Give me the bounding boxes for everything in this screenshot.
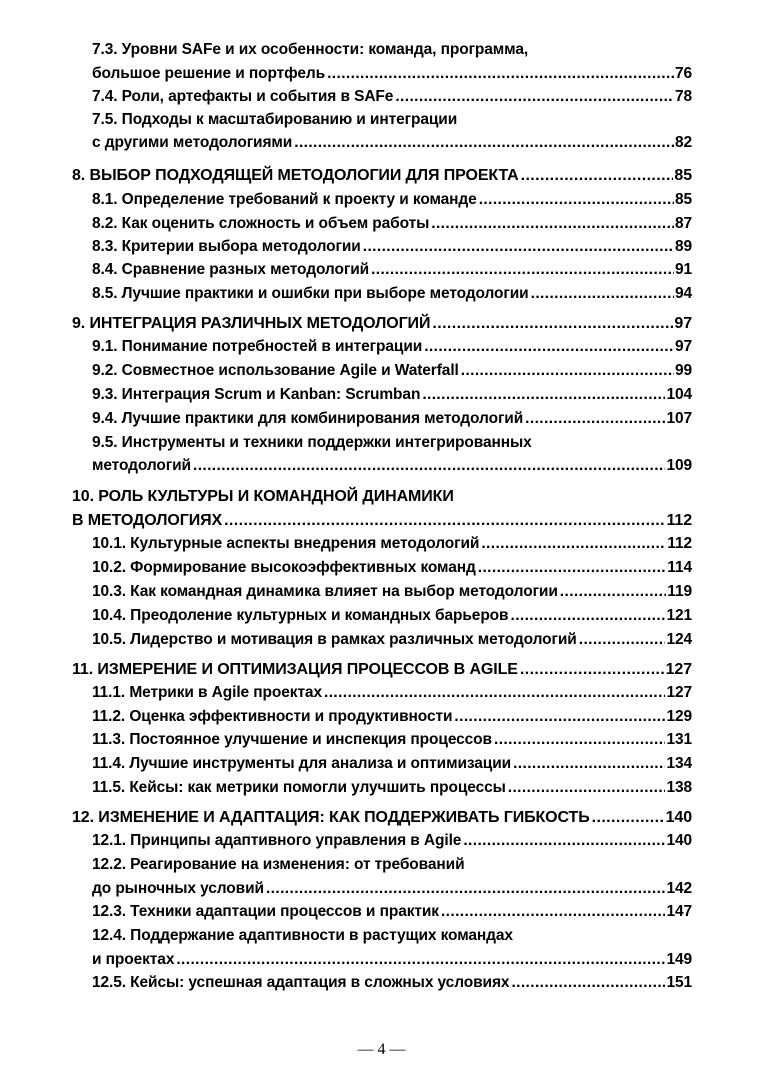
toc-page-number: 131 bbox=[666, 731, 692, 748]
page-number: — 4 — bbox=[357, 1041, 406, 1058]
toc-page-number: 127 bbox=[665, 661, 692, 678]
toc-section bbox=[72, 808, 692, 828]
toc-entry bbox=[92, 558, 692, 578]
toc-page-number: 104 bbox=[666, 386, 692, 403]
toc-entry-title: В МЕТОДОЛОГИЯХ bbox=[72, 512, 223, 529]
toc-page-number: 107 bbox=[666, 410, 692, 427]
dot-leader bbox=[461, 361, 674, 381]
toc-entry-title: 8.1. Определение требований к проекту и команде bbox=[92, 191, 477, 208]
toc-entry bbox=[92, 284, 692, 304]
toc-entry bbox=[92, 64, 692, 84]
dot-leader bbox=[266, 879, 665, 899]
toc-page-number: 85 bbox=[674, 191, 692, 208]
toc-page-number: 140 bbox=[665, 809, 692, 826]
dot-leader bbox=[324, 683, 665, 703]
toc-entry-title: 9.5. Инструменты и техники поддержки интегрированных bbox=[92, 434, 532, 451]
toc-entry-title: 9.4. Лучшие практики для комбинирования методологий bbox=[92, 410, 524, 427]
toc-entry bbox=[92, 831, 692, 851]
toc-page-number: 140 bbox=[666, 832, 692, 849]
dot-leader bbox=[481, 534, 666, 554]
toc-page-number: 142 bbox=[666, 880, 692, 897]
toc-entry bbox=[92, 456, 692, 476]
dot-leader bbox=[508, 778, 666, 798]
toc-entry bbox=[92, 582, 692, 602]
dot-leader bbox=[531, 284, 674, 304]
toc-entry-title: 9.1. Понимание потребностей в интеграции bbox=[92, 338, 423, 355]
toc-entry bbox=[92, 534, 692, 554]
toc-section bbox=[72, 511, 692, 531]
toc-entry-title: 10.1. Культурные аспекты внедрения методологий bbox=[92, 535, 480, 552]
dot-leader bbox=[579, 630, 666, 650]
toc-entry bbox=[92, 337, 692, 357]
dot-leader bbox=[422, 385, 665, 405]
toc-section bbox=[72, 314, 692, 334]
toc-page-number: 138 bbox=[666, 779, 692, 796]
toc-entry-title: 8.3. Критерии выбора методологии bbox=[92, 238, 361, 255]
dot-leader bbox=[511, 973, 665, 993]
toc-entry-title: 12.5. Кейсы: успешная адаптация в сложных условиях bbox=[92, 974, 510, 991]
dot-leader bbox=[294, 133, 674, 153]
dot-leader bbox=[371, 260, 674, 280]
toc-entry-title: 9.3. Интеграция Scrum и Kanban: Scrumban bbox=[92, 386, 421, 403]
dot-leader bbox=[521, 166, 674, 186]
toc-page-number: 121 bbox=[666, 607, 692, 624]
dot-leader bbox=[224, 511, 665, 531]
toc-entry-title: 11.1. Метрики в Agile проектах bbox=[92, 684, 322, 701]
toc-entry-title: с другими методологиями bbox=[92, 134, 293, 151]
dot-leader bbox=[441, 902, 665, 922]
dot-leader bbox=[395, 87, 674, 107]
toc-entry bbox=[92, 190, 692, 210]
toc-entry-title: 12.4. Поддержание адаптивности в растущих командах bbox=[92, 927, 513, 944]
toc-entry-title: и проектах bbox=[92, 951, 175, 968]
dot-leader bbox=[478, 558, 667, 578]
toc-entry bbox=[92, 433, 532, 453]
toc-entry-title: 10.3. Как командная динамика влияет на выбор методологии bbox=[92, 583, 558, 600]
toc-entry bbox=[92, 87, 692, 107]
toc-entry bbox=[92, 754, 692, 774]
toc-entry-title: 8.2. Как оценить сложность и объем работы bbox=[92, 215, 430, 232]
toc-entry-title: 8.5. Лучшие практики и ошибки при выборе методологии bbox=[92, 285, 529, 302]
toc-entry bbox=[92, 902, 692, 922]
toc-entry bbox=[92, 973, 692, 993]
dot-leader bbox=[479, 190, 674, 210]
toc-entry-title: 8.4. Сравнение разных методологий bbox=[92, 261, 370, 278]
toc-entry-title: 8. ВЫБОР ПОДХОДЯЩЕЙ МЕТОДОЛОГИИ ДЛЯ ПРОЕКТА bbox=[72, 167, 519, 184]
toc-entry bbox=[92, 110, 457, 130]
dot-leader bbox=[560, 582, 667, 602]
dot-leader bbox=[525, 409, 665, 429]
toc-entry-title: 10.5. Лидерство и мотивация в рамках различных методологий bbox=[92, 631, 577, 648]
toc-page-number: 149 bbox=[666, 951, 692, 968]
dot-leader bbox=[363, 237, 674, 257]
toc-page-number: 91 bbox=[674, 261, 692, 278]
toc-entry bbox=[92, 630, 692, 650]
toc-entry-title: 11. ИЗМЕРЕНИЕ И ОПТИМИЗАЦИЯ ПРОЦЕССОВ В AGILE bbox=[72, 661, 518, 678]
toc-page-number: 97 bbox=[674, 338, 692, 355]
dot-leader bbox=[176, 950, 665, 970]
toc-page-number: 76 bbox=[674, 65, 692, 82]
toc-entry-title: 12. ИЗМЕНЕНИЕ И АДАПТАЦИЯ: КАК ПОДДЕРЖИВАТЬ ГИБКОСТЬ bbox=[72, 809, 590, 826]
toc-page-number: 124 bbox=[666, 631, 692, 648]
toc-entry-title: 7.4. Роли, артефакты и события в SAFe bbox=[92, 88, 394, 105]
toc-entry-title: 12.1. Принципы адаптивного управления в Agile bbox=[92, 832, 462, 849]
dot-leader bbox=[592, 808, 665, 828]
toc-entry bbox=[92, 409, 692, 429]
toc-entry-title: 11.4. Лучшие инструменты для анализа и оптимизации bbox=[92, 755, 512, 772]
toc-entry-title: 11.5. Кейсы: как метрики помогли улучшить процессы bbox=[92, 779, 506, 796]
toc-entry bbox=[92, 778, 692, 798]
dot-leader bbox=[510, 606, 665, 626]
toc-entry-title: 9.2. Совместное использование Agile и Waterfall bbox=[92, 362, 459, 379]
dot-leader bbox=[327, 64, 674, 84]
toc-entry-title: большое решение и портфель bbox=[92, 65, 326, 82]
toc-page-number: 112 bbox=[667, 535, 692, 552]
toc-entry-title: до рыночных условий bbox=[92, 880, 264, 897]
dot-leader bbox=[432, 314, 673, 334]
toc-entry-title: 10. РОЛЬ КУЛЬТУРЫ И КОМАНДНОЙ ДИНАМИКИ bbox=[72, 488, 454, 505]
toc-entry-title: 7.3. Уровни SAFe и их особенности: команда, программа, bbox=[92, 41, 529, 58]
toc-page-number: 151 bbox=[666, 974, 692, 991]
toc-section bbox=[72, 660, 692, 680]
toc-page-number: 129 bbox=[666, 708, 692, 725]
toc-entry-title: 12.2. Реагирование на изменения: от требований bbox=[92, 856, 465, 873]
dot-leader bbox=[513, 754, 665, 774]
toc-entry bbox=[92, 260, 692, 280]
toc-section bbox=[72, 487, 454, 507]
toc-entry bbox=[92, 683, 692, 703]
toc-section bbox=[72, 166, 692, 186]
toc-entry bbox=[92, 879, 692, 899]
toc-page-number: 97 bbox=[674, 315, 692, 332]
toc-entry bbox=[92, 855, 465, 875]
toc-entry-title: 11.2. Оценка эффективности и продуктивности bbox=[92, 708, 453, 725]
dot-leader bbox=[463, 831, 665, 851]
toc-page-number: 127 bbox=[666, 684, 692, 701]
toc-page-number: 99 bbox=[674, 362, 692, 379]
toc-entry-title: 12.3. Техники адаптации процессов и практик bbox=[92, 903, 439, 920]
toc-page-number: 119 bbox=[667, 583, 692, 600]
toc-entry bbox=[92, 385, 692, 405]
toc-entry bbox=[92, 133, 692, 153]
toc-page-number: 109 bbox=[666, 457, 692, 474]
dot-leader bbox=[424, 337, 674, 357]
toc-entry-title: 11.3. Постоянное улучшение и инспекция процессов bbox=[92, 731, 492, 748]
dot-leader bbox=[193, 456, 665, 476]
toc-page-number: 82 bbox=[674, 134, 692, 151]
toc-entry bbox=[92, 606, 692, 626]
dot-leader bbox=[520, 660, 665, 680]
dot-leader bbox=[454, 707, 665, 727]
toc-entry bbox=[92, 237, 692, 257]
dot-leader bbox=[494, 730, 665, 750]
toc-entry bbox=[92, 707, 692, 727]
toc-entry-title: 7.5. Подходы к масштабированию и интеграции bbox=[92, 111, 458, 128]
toc-entry bbox=[92, 361, 692, 381]
toc-entry bbox=[92, 926, 513, 946]
toc-page-number: 89 bbox=[674, 238, 692, 255]
toc-entry bbox=[92, 730, 692, 750]
toc-entry bbox=[92, 950, 692, 970]
toc-page-number: 112 bbox=[666, 512, 692, 529]
toc-entry-title: 10.4. Преодоление культурных и командных барьеров bbox=[92, 607, 509, 624]
dot-leader bbox=[431, 214, 674, 234]
toc-page-number: 85 bbox=[674, 167, 692, 184]
toc-page-number: 87 bbox=[674, 215, 692, 232]
toc-entry-title: 9. ИНТЕГРАЦИЯ РАЗЛИЧНЫХ МЕТОДОЛОГИЙ bbox=[72, 315, 431, 332]
toc-page-number: 78 bbox=[674, 88, 692, 105]
toc-page-number: 134 bbox=[666, 755, 692, 772]
toc-entry bbox=[92, 214, 692, 234]
toc-page-number: 147 bbox=[666, 903, 692, 920]
toc-entry-title: 10.2. Формирование высокоэффективных команд bbox=[92, 559, 476, 576]
toc-page-number: 114 bbox=[667, 559, 692, 576]
toc-entry-title: методологий bbox=[92, 457, 191, 474]
toc-entry bbox=[92, 40, 528, 60]
toc-page-number: 94 bbox=[674, 285, 692, 302]
